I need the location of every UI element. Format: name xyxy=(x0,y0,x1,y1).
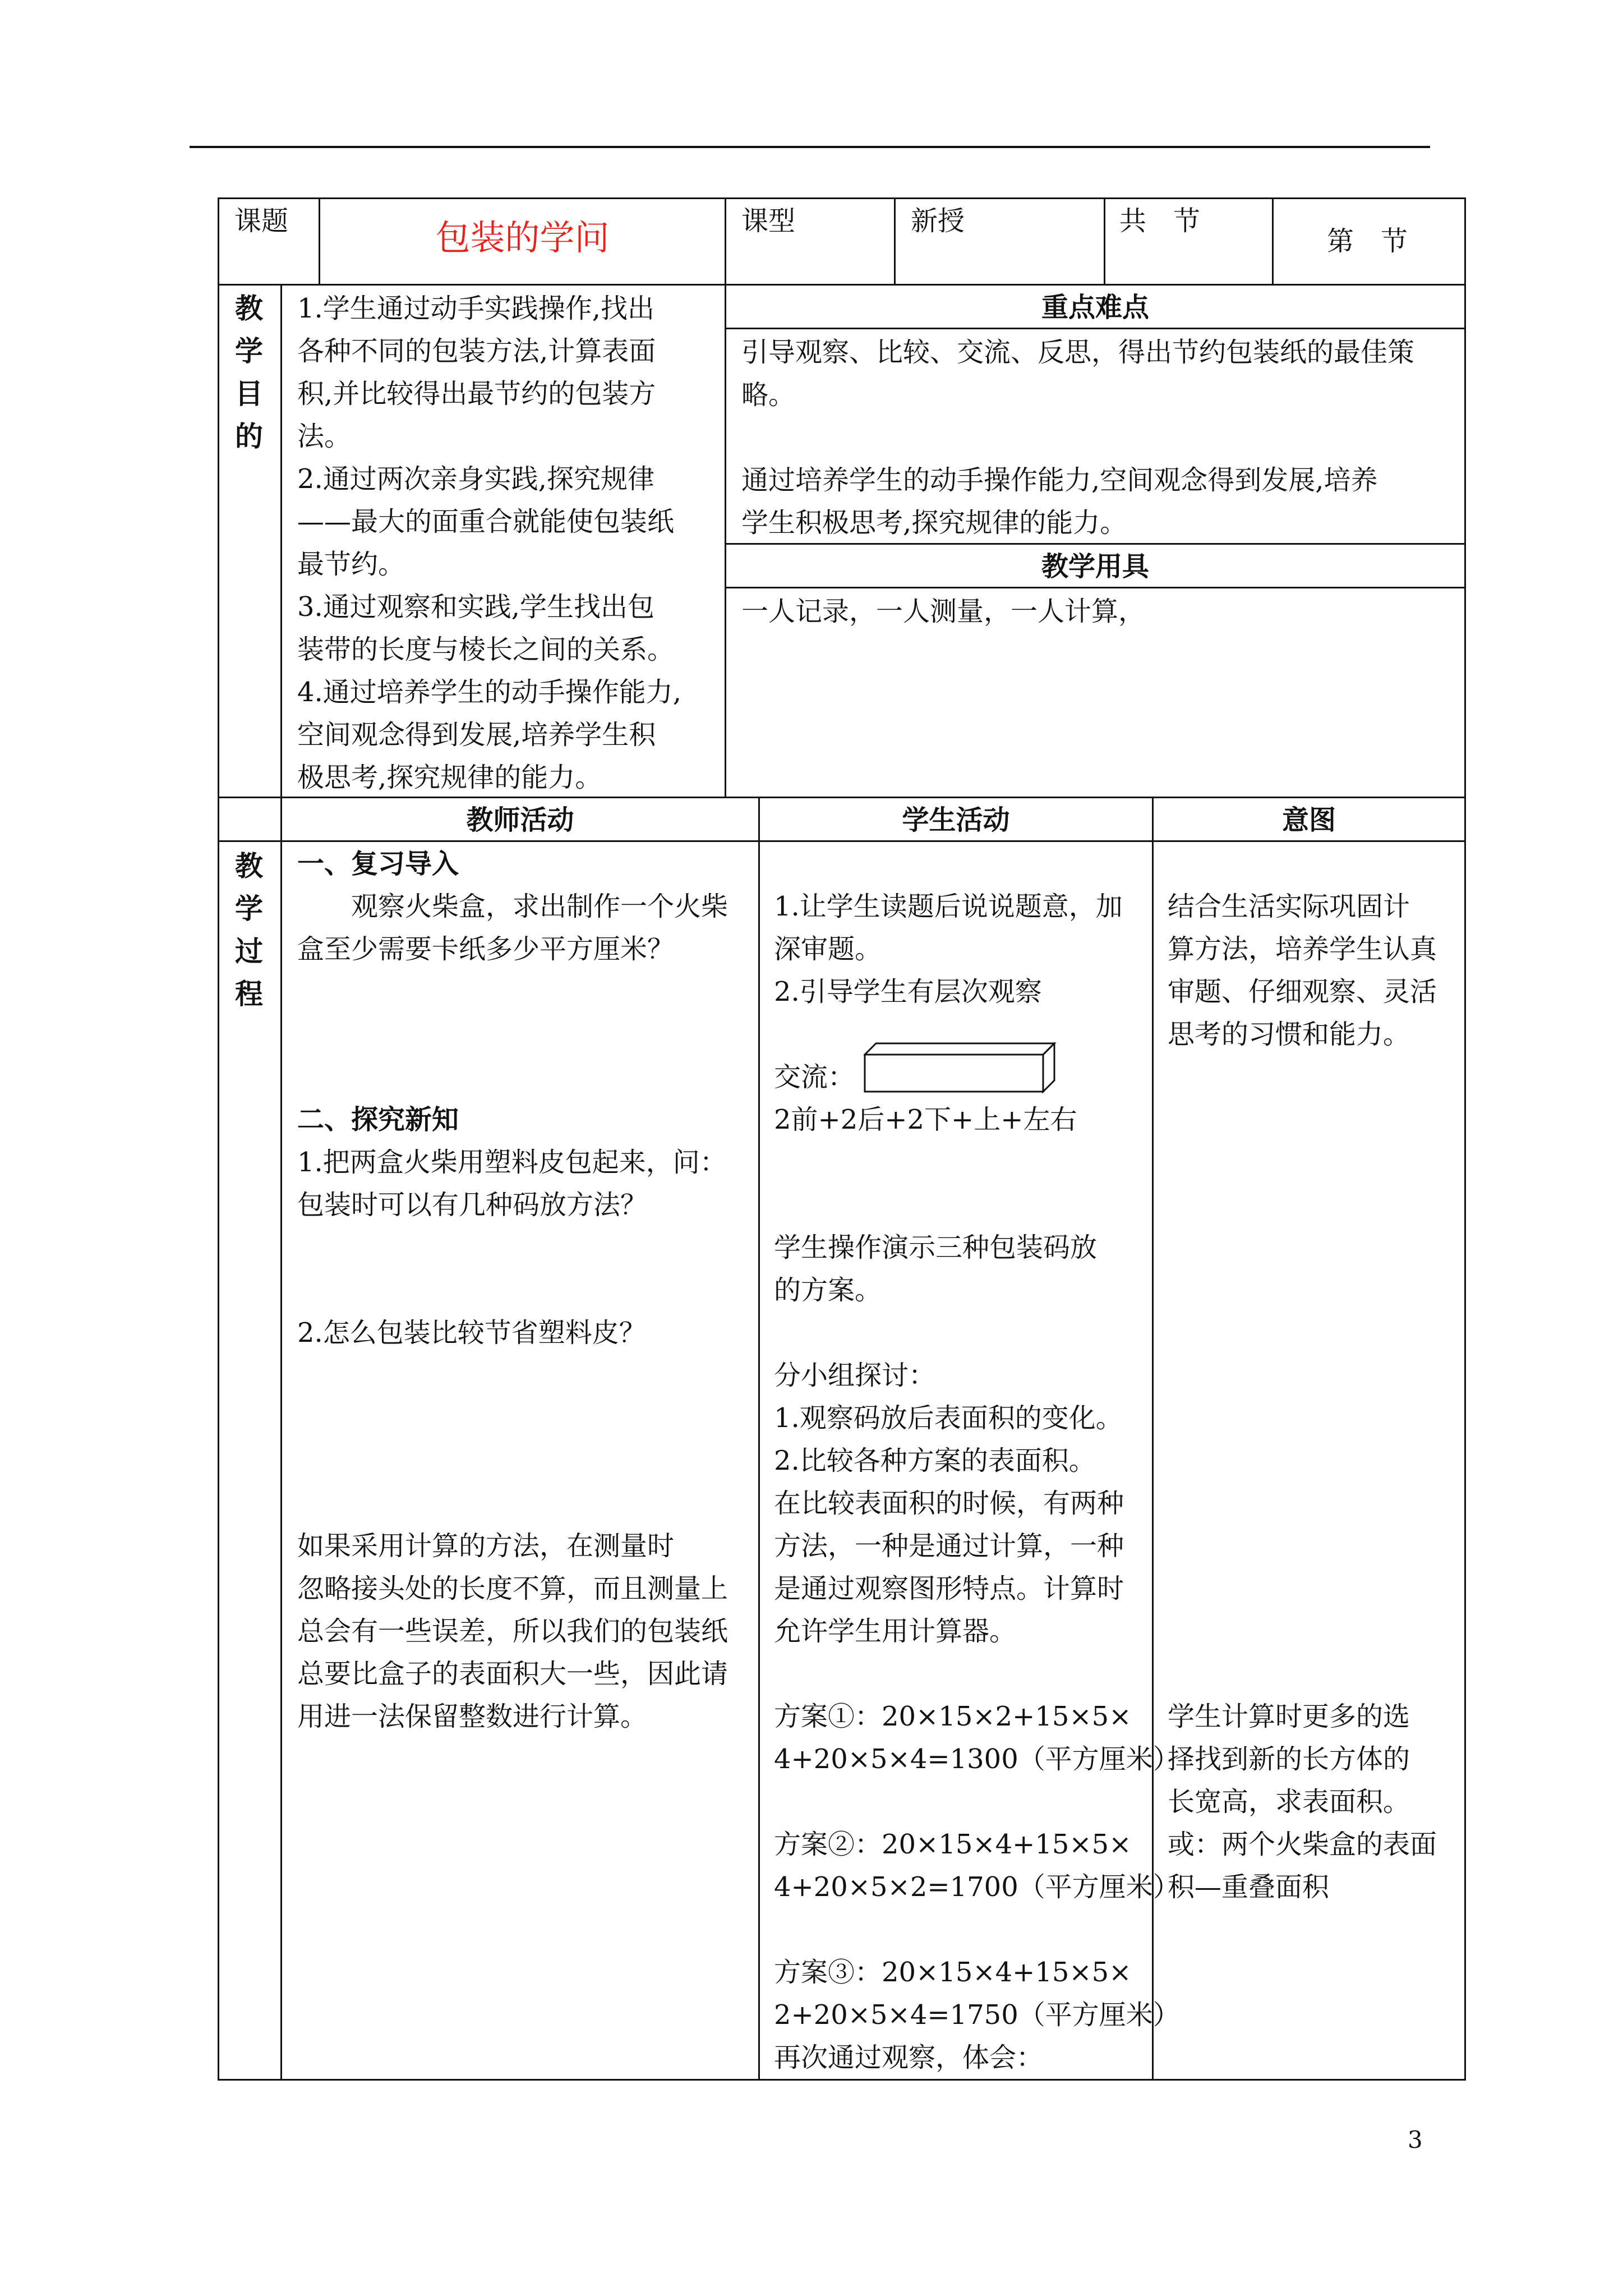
teacher-line: 1.把两盒火柴用塑料皮包起来，问： xyxy=(297,1147,727,1178)
student-line: 的方案。 xyxy=(774,1274,882,1306)
intent-line: 长宽高，求表面积。 xyxy=(1168,1786,1410,1818)
teacher-line: 忽略接头处的长度不算，而且测量上 xyxy=(297,1573,728,1604)
matchbox-drawing xyxy=(864,1042,1066,1098)
student-line: 允许学生用计算器。 xyxy=(774,1616,1017,1647)
student-line: 在比较表面积的时候，有两种 xyxy=(774,1488,1124,1519)
lesson-title: 包装的学问 xyxy=(435,217,610,258)
student-activity-heading: 学生活动 xyxy=(902,804,1010,836)
student-line: 4+20×5×2=1700（平方厘米） xyxy=(774,1871,1180,1903)
intent-line: 择找到新的长方体的 xyxy=(1168,1743,1410,1775)
intent-line: 思考的习惯和能力。 xyxy=(1168,1019,1410,1050)
page-number: 3 xyxy=(1408,2126,1423,2154)
teacher-line: 总会有一些误差，所以我们的包装纸 xyxy=(297,1616,728,1647)
teacher-line: 观察火柴盒，求出制作一个火柴 xyxy=(297,891,728,922)
intent-heading: 意图 xyxy=(1281,804,1336,836)
teacher-line: 盒至少需要卡纸多少平方厘米？ xyxy=(297,933,675,965)
student-line: 2+20×5×4=1750（平方厘米） xyxy=(774,1999,1180,2031)
student-line: 学生操作演示三种包装码放 xyxy=(774,1232,1098,1263)
teacher-line: 一、复习导入 xyxy=(297,848,459,880)
teacher-line: 二、探究新知 xyxy=(297,1104,459,1135)
teacher-line: 包装时可以有几种码放方法？ xyxy=(297,1189,648,1221)
student-line: 深审题。 xyxy=(774,933,882,965)
student-line: 交流： xyxy=(774,1061,855,1093)
intent-line: 结合生活实际巩固计 xyxy=(1168,891,1410,922)
student-line: 再次通过观察，体会： xyxy=(774,2042,1044,2073)
tools-text: 一人记录，一人测量，一人计算， xyxy=(741,596,1146,627)
student-line: 方案③：20×15×4+15×5× xyxy=(774,1957,1132,1988)
teacher-line: 如果采用计算的方法，在测量时 xyxy=(297,1530,675,1562)
intent-line: 积—重叠面积 xyxy=(1168,1871,1330,1903)
student-line: 方法，一种是通过计算，一种 xyxy=(774,1530,1124,1562)
student-line: 是通过观察图形特点。计算时 xyxy=(774,1573,1124,1604)
teacher-line: 总要比盒子的表面积大一些，因此请 xyxy=(297,1658,728,1690)
teacher-line: 用进一法保留整数进行计算。 xyxy=(297,1701,648,1732)
student-line: 方案①：20×15×2+15×5× xyxy=(774,1701,1132,1732)
total-sessions-label: 共 节 xyxy=(1119,205,1201,237)
student-line: 分小组探讨： xyxy=(774,1360,936,1391)
key-points-heading: 重点难点 xyxy=(1041,292,1149,323)
teacher-activity-heading: 教师活动 xyxy=(466,804,574,836)
type-value: 新授 xyxy=(911,205,965,237)
header-rule xyxy=(190,146,1430,148)
nth-session-label: 第 节 xyxy=(1327,226,1408,257)
student-line: 2.比较各种方案的表面积。 xyxy=(774,1445,1096,1476)
tools-heading: 教学用具 xyxy=(1041,551,1149,582)
student-line: 1.让学生读题后说说题意，加 xyxy=(774,891,1123,922)
intent-line: 或：两个火柴盒的表面 xyxy=(1168,1829,1437,1860)
intent-line: 学生计算时更多的选 xyxy=(1168,1701,1410,1732)
lesson-label: 课题 xyxy=(234,205,289,237)
student-line: 方案②：20×15×4+15×5× xyxy=(774,1829,1132,1860)
student-line: 2.引导学生有层次观察 xyxy=(774,976,1042,1007)
intent-line: 审题、仔细观察、灵活 xyxy=(1168,976,1437,1007)
student-line: 1.观察码放后表面积的变化。 xyxy=(774,1402,1123,1434)
type-label: 课型 xyxy=(741,205,796,237)
student-line: 4+20×5×4=1300（平方厘米） xyxy=(774,1743,1180,1775)
process-label: 教 学 过 程 xyxy=(235,849,263,1010)
student-line: 2前+2后+2下+上+左右 xyxy=(774,1104,1077,1135)
teacher-line: 2.怎么包装比较节省塑料皮？ xyxy=(297,1317,646,1349)
intent-line: 算方法，培养学生认真 xyxy=(1168,933,1437,965)
goals-label: 教 学 目 的 xyxy=(235,292,263,453)
